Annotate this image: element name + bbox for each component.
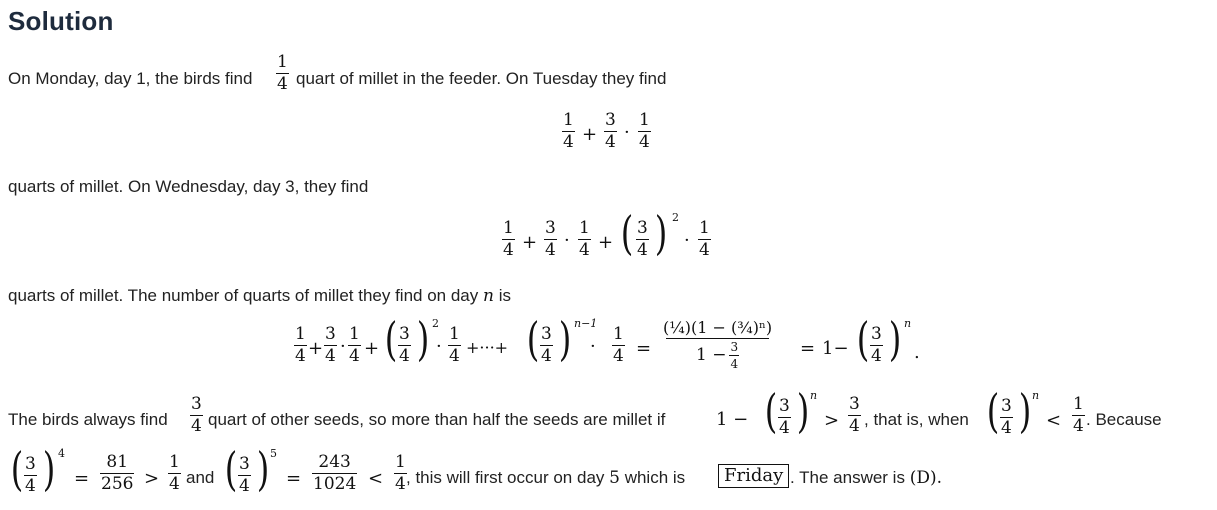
numerator: 3	[1001, 396, 1012, 416]
denominator: 4	[545, 240, 556, 260]
denominator: 4	[699, 240, 710, 260]
denominator: 256	[101, 474, 134, 494]
fraction-three-quarters	[238, 456, 251, 495]
greater-than: >	[144, 468, 160, 489]
paragraph-wednesday-text: quarts of millet. On Wednesday, day 3, they find	[8, 177, 369, 196]
exponent: 5	[270, 447, 277, 460]
equals-sign: =	[636, 338, 652, 359]
left-paren: (	[224, 442, 238, 496]
right-paren: )	[416, 312, 430, 366]
denominator: 4	[191, 416, 202, 436]
fraction-one-quarter	[294, 326, 307, 365]
fraction-three-quarters	[604, 112, 617, 151]
paragraph-that-is-text: , that is, when	[864, 410, 969, 429]
one-minus: 1−	[822, 338, 849, 359]
exponent: 2	[672, 211, 679, 224]
denominator: 4	[349, 346, 360, 366]
left-paren: (	[856, 312, 870, 366]
fraction-one-quarter	[394, 454, 407, 493]
denominator: 4	[779, 418, 790, 438]
fraction-one-quarter	[1072, 396, 1085, 435]
numerator: 3	[545, 218, 556, 238]
fraction-one-quarter	[276, 54, 289, 93]
paragraph-monday-text: On Monday, day 1, the birds find	[8, 69, 253, 88]
denominator: 1024	[313, 474, 357, 494]
paragraph-tuesday-text: quart of millet in the feeder. On Tuesday they find	[296, 69, 667, 88]
numerator: 3	[325, 324, 336, 344]
numerator: 81	[106, 452, 129, 472]
numerator: 3	[779, 396, 790, 416]
denominator: 4	[871, 346, 882, 366]
fraction-one-quarter	[562, 112, 575, 151]
fraction-one-quarter	[348, 326, 361, 365]
denominator: 4	[395, 474, 406, 494]
exponent: n−1	[574, 317, 598, 330]
numerator: 1	[563, 110, 574, 130]
day-number: 5	[609, 468, 620, 488]
exponent: 2	[432, 317, 439, 330]
fraction-three-quarters	[636, 220, 649, 259]
greater-than: >	[824, 410, 840, 431]
dot-operator: ·	[340, 336, 346, 357]
exponent: n	[904, 317, 912, 330]
numerator: 1	[699, 218, 710, 238]
fraction-one-quarter	[502, 220, 515, 259]
fraction-three-quarters	[24, 456, 37, 495]
equals-sign: =	[800, 338, 816, 359]
denominator: 4	[849, 416, 860, 436]
numerator: 1	[579, 218, 590, 238]
denominator: 4	[563, 132, 574, 152]
fraction-one-quarter	[448, 326, 461, 365]
equals-sign: =	[286, 468, 302, 489]
denominator: 4	[1073, 416, 1084, 436]
fraction-three-quarters	[870, 326, 883, 365]
one-minus: 1 −	[696, 345, 727, 365]
ellipsis-plus: +···+	[466, 338, 509, 357]
fraction-geometric-sum	[662, 320, 773, 370]
fraction-three-quarters	[544, 220, 557, 259]
numerator: 1	[449, 324, 460, 344]
exponent: n	[1032, 389, 1040, 402]
left-paren: (	[526, 312, 540, 366]
fraction-three-quarters	[848, 396, 861, 435]
fraction-three-quarters	[190, 396, 203, 435]
right-paren: )	[796, 384, 810, 438]
denominator: 4	[637, 240, 648, 260]
paragraph-because-text: . Because	[1086, 410, 1162, 429]
plus-sign: +	[308, 338, 324, 359]
denominator: 4	[541, 346, 552, 366]
numerator: 1	[395, 452, 406, 472]
less-than: <	[1046, 410, 1062, 431]
denominator: 4	[613, 346, 624, 366]
right-paren: )	[558, 312, 572, 366]
right-paren: )	[256, 442, 270, 496]
dot-operator: ·	[436, 336, 442, 357]
page-title: Solution	[8, 6, 114, 36]
less-than: <	[368, 468, 384, 489]
right-paren: )	[654, 206, 668, 260]
fraction-one-quarter	[612, 326, 625, 365]
fraction-243-1024	[312, 454, 357, 493]
numerator: 1	[613, 324, 624, 344]
numerator: 1	[639, 110, 650, 130]
numerator: 1	[1073, 394, 1084, 414]
fraction-one-quarter	[698, 220, 711, 259]
denominator: 4	[730, 357, 739, 371]
fraction-three-quarters	[729, 341, 739, 370]
fraction-one-quarter	[168, 454, 181, 493]
equals-sign: =	[74, 468, 90, 489]
numerator: 3	[239, 454, 250, 474]
denominator: 4	[639, 132, 650, 152]
plus-sign: +	[598, 232, 614, 253]
text-segment: . The answer is	[790, 468, 905, 487]
denominator	[666, 338, 769, 370]
text-segment: , this will first occur on day	[406, 468, 605, 487]
denominator: 4	[25, 476, 36, 496]
numerator: 1	[503, 218, 514, 238]
plus-sign: +	[582, 124, 598, 145]
left-paren: (	[764, 384, 778, 438]
numerator: 3	[541, 324, 552, 344]
fraction-one-quarter	[638, 112, 651, 151]
paragraph-first-occur-text	[406, 469, 685, 487]
answer-box: Friday	[718, 464, 789, 488]
numerator: 3	[25, 454, 36, 474]
denominator: 4	[399, 346, 410, 366]
fraction-one-quarter	[578, 220, 591, 259]
numerator: 3	[871, 324, 882, 344]
dot-operator: ·	[624, 122, 630, 143]
numerator: 1	[277, 52, 288, 72]
denominator: 4	[169, 474, 180, 494]
numerator: 243	[318, 452, 351, 472]
answer-choice: (D)	[909, 468, 937, 488]
text-segment: is	[498, 286, 511, 305]
numerator: 3	[730, 340, 739, 354]
paragraph-day-n-text	[8, 287, 511, 305]
period: .	[914, 342, 920, 363]
paragraph-millet-condition-text: quart of other seeds, so more than half the seeds are millet if	[208, 410, 666, 429]
exponent: 4	[58, 447, 65, 460]
dot-operator: ·	[564, 230, 570, 251]
numerator: 1	[169, 452, 180, 472]
denominator: 4	[503, 240, 514, 260]
numerator: (¼)(1 − (¾)ⁿ)	[663, 318, 773, 337]
denominator: 4	[239, 476, 250, 496]
paragraph-answer-text	[790, 469, 942, 487]
fraction-three-quarters	[398, 326, 411, 365]
right-paren: )	[1018, 384, 1032, 438]
fraction-three-quarters	[540, 326, 553, 365]
numerator: 3	[605, 110, 616, 130]
plus-sign: +	[522, 232, 538, 253]
fraction-three-quarters	[1000, 398, 1013, 437]
exponent: n	[810, 389, 818, 402]
left-paren: (	[10, 442, 24, 496]
denominator: 4	[277, 74, 288, 94]
one-minus: 1 −	[716, 409, 749, 430]
fraction-81-256	[100, 454, 134, 493]
denominator: 4	[579, 240, 590, 260]
dot-operator: ·	[684, 230, 690, 251]
dot-operator: ·	[590, 336, 596, 357]
numerator: 3	[399, 324, 410, 344]
left-paren: (	[384, 312, 398, 366]
denominator: 4	[295, 346, 306, 366]
period: .	[936, 468, 943, 488]
plus-sign: +	[364, 338, 380, 359]
paragraph-other-seeds-text: The birds always find	[8, 410, 168, 429]
text-segment: which is	[624, 468, 686, 487]
right-paren: )	[888, 312, 902, 366]
numerator: 3	[637, 218, 648, 238]
denominator: 4	[449, 346, 460, 366]
numerator: 1	[349, 324, 360, 344]
numerator: 1	[295, 324, 306, 344]
denominator: 4	[605, 132, 616, 152]
numerator: 3	[191, 394, 202, 414]
text-and: and	[186, 468, 215, 487]
denominator: 4	[325, 346, 336, 366]
variable-n: n	[483, 286, 494, 306]
fraction-three-quarters	[324, 326, 337, 365]
text-segment: quarts of millet. The number of quarts of millet they find on day	[8, 286, 479, 305]
fraction-three-quarters	[778, 398, 791, 437]
denominator: 4	[1001, 418, 1012, 438]
left-paren: (	[986, 384, 1000, 438]
left-paren: (	[620, 206, 634, 260]
numerator: 3	[849, 394, 860, 414]
right-paren: )	[42, 442, 56, 496]
